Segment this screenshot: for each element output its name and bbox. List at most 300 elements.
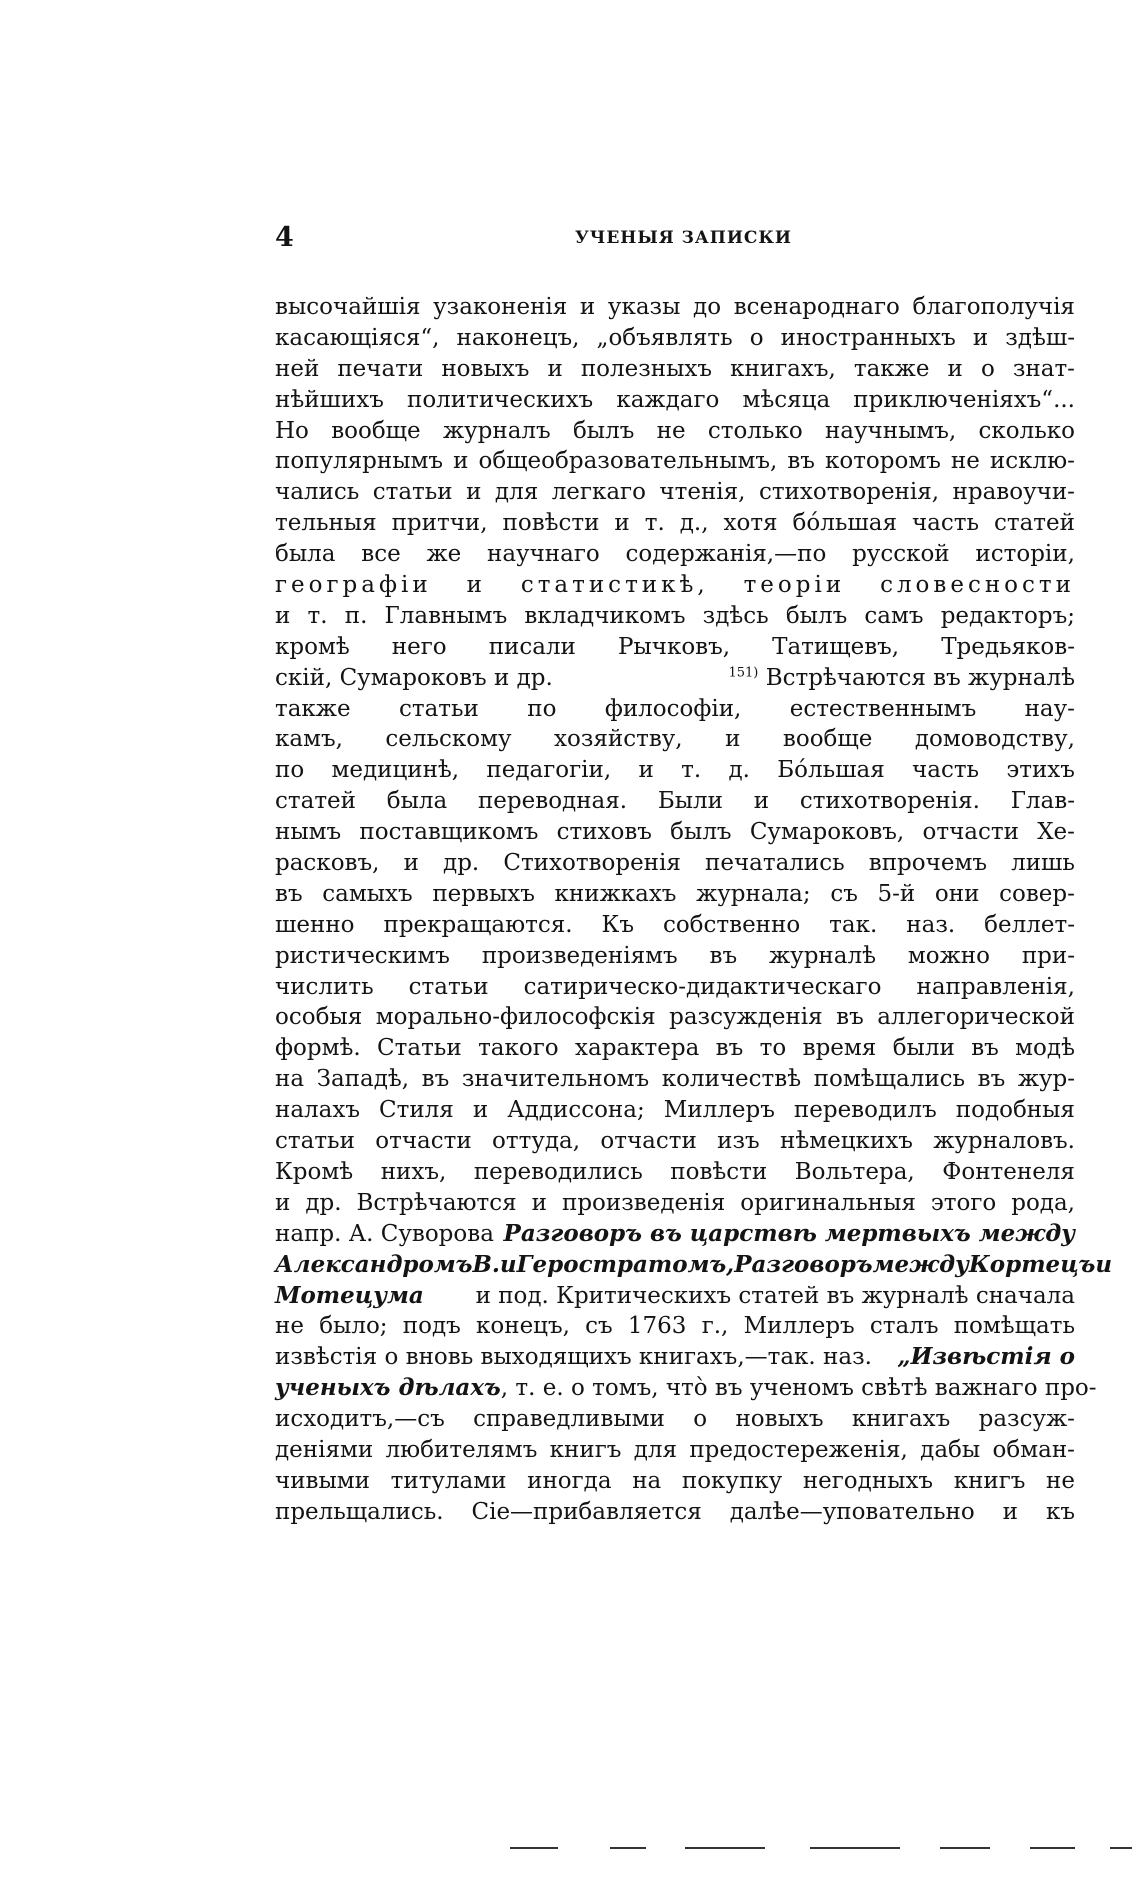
word: этихъ <box>1006 757 1075 784</box>
word: Сумароковъ, <box>749 819 905 846</box>
word: было; <box>319 1313 388 1340</box>
word: каждаго <box>616 386 720 413</box>
word: же <box>426 541 462 568</box>
text-line <box>275 539 1075 570</box>
word: русской <box>852 541 950 568</box>
word: между <box>872 1250 969 1278</box>
word: налахъ <box>275 1097 360 1124</box>
word: помѣщать <box>953 1313 1075 1340</box>
word: также <box>853 355 930 382</box>
text-line <box>275 1219 1075 1250</box>
word: здѣш- <box>1005 324 1075 351</box>
text-line <box>275 1497 1075 1528</box>
word: политическихъ <box>407 386 594 413</box>
word: такого <box>478 1035 559 1062</box>
word: въ <box>787 448 815 475</box>
text-line <box>275 724 1075 755</box>
word: былъ <box>572 417 635 444</box>
word: Вольтера, <box>794 1158 915 1185</box>
word: наз. <box>906 911 956 938</box>
word: Геростратомъ, <box>516 1250 735 1278</box>
word: разсуж- <box>978 1406 1075 1433</box>
text-line <box>275 1311 1075 1342</box>
word: научнаго <box>487 541 600 568</box>
word: медицинѣ, <box>331 757 460 784</box>
word: притчи, <box>391 510 488 537</box>
word: п. <box>344 602 368 629</box>
word: далѣе—уповательно <box>729 1498 975 1525</box>
word: въ <box>977 1066 1006 1093</box>
word: разсужденія <box>669 1004 823 1031</box>
text-line <box>275 354 1075 385</box>
word: книгахъ, <box>730 355 836 382</box>
word: направленія, <box>916 973 1075 1000</box>
word: полезныхъ <box>580 355 713 382</box>
word: справедливыми <box>473 1406 665 1433</box>
word: и <box>403 850 419 877</box>
word: и <box>579 294 596 320</box>
word: модѣ <box>1015 1035 1075 1062</box>
word: книгъ <box>953 1467 1026 1494</box>
word: поставщикомъ <box>359 819 539 846</box>
word: камъ, <box>275 726 343 753</box>
word: былъ <box>670 819 732 846</box>
word: въ <box>275 880 303 907</box>
italic-title: Мотецума <box>275 1281 424 1309</box>
word: „объявлять <box>596 324 733 351</box>
word: указы <box>607 294 681 320</box>
word: о <box>980 355 995 382</box>
word: журналѣ <box>769 942 876 969</box>
word: оттуда, <box>492 1128 581 1155</box>
word: В. <box>472 1250 500 1278</box>
word: рода, <box>1011 1189 1075 1216</box>
word: новыхъ <box>441 355 530 382</box>
word: въ <box>715 1035 744 1062</box>
italic-title: Разговоръ въ царствѣ мертвыхъ между <box>503 1219 1075 1247</box>
word: сатирическо-дидактическаго <box>523 973 882 1000</box>
word: Кромѣ <box>275 1158 354 1185</box>
word: Кортецъ <box>968 1250 1096 1278</box>
word: сельскому <box>385 726 512 753</box>
text-line <box>275 292 1075 323</box>
text-line <box>275 1435 1075 1466</box>
word: кромѣ <box>275 633 350 660</box>
word: вкладчикомъ <box>524 602 686 629</box>
word: нѣмецкихъ <box>780 1128 913 1155</box>
word: наконецъ, <box>456 324 580 351</box>
word: Аддиссона; <box>507 1097 645 1124</box>
word: и <box>947 355 963 382</box>
word: статьи <box>408 973 489 1000</box>
word: ристическимъ <box>275 942 450 969</box>
word: морально-философскія <box>375 1004 656 1031</box>
word: статей <box>275 788 356 815</box>
word: конецъ, <box>476 1313 570 1340</box>
word: Миллеръ <box>663 1097 775 1124</box>
word: аллегорической <box>877 1004 1075 1031</box>
word: иногда <box>527 1467 612 1494</box>
word: исклю- <box>989 448 1075 475</box>
word: и <box>466 572 486 599</box>
word: все <box>361 541 401 568</box>
word: журналъ <box>442 417 551 444</box>
text-fragment: скій, Сумароковъ и др. <box>275 664 553 691</box>
word: были <box>892 1035 955 1062</box>
word: отчасти <box>922 819 1019 846</box>
word: о <box>693 1406 708 1433</box>
word: была <box>275 541 336 568</box>
word: исторіи, <box>975 541 1075 568</box>
text-line <box>275 1095 1075 1126</box>
word: также <box>275 695 351 722</box>
text-line <box>275 601 1075 632</box>
word: формѣ. <box>275 1035 361 1062</box>
text-fragment: извѣстія о вновь выходящихъ книгахъ,—так. наз. <box>275 1344 872 1371</box>
word: время <box>802 1035 877 1062</box>
word: др. <box>443 850 480 877</box>
word: 1763 <box>627 1313 687 1340</box>
word: шенно <box>275 911 355 938</box>
word: стихотворенія. <box>799 788 980 815</box>
word: беллет- <box>984 911 1075 938</box>
word: отчасти <box>600 1128 697 1155</box>
word: нихъ, <box>380 1158 447 1185</box>
word: отчасти <box>375 1128 472 1155</box>
word: домоводству, <box>914 726 1075 753</box>
word: жур- <box>1017 1066 1075 1093</box>
word: Бо́льшая <box>777 757 885 784</box>
word: переводилъ <box>793 1097 937 1124</box>
word: негодныхъ <box>802 1467 934 1494</box>
text-line <box>275 755 1075 786</box>
word: произведеніямъ <box>481 942 678 969</box>
word: него <box>391 633 447 660</box>
word: подобныя <box>955 1097 1075 1124</box>
text-line <box>275 1342 1075 1373</box>
word: статей <box>993 510 1075 537</box>
footnote-reference: 151) <box>728 665 759 681</box>
word: до <box>693 294 722 320</box>
word: обман- <box>992 1436 1075 1463</box>
word: для <box>494 479 539 506</box>
word: можно <box>907 942 990 969</box>
word: на <box>632 1467 662 1494</box>
word: легкаго <box>551 479 646 506</box>
text-line <box>275 1033 1075 1064</box>
word: Главнымъ <box>384 602 508 629</box>
word: Статьи <box>377 1035 462 1062</box>
word: тельныя <box>275 510 377 537</box>
text-line <box>275 1002 1075 1033</box>
text-line <box>275 848 1075 879</box>
text-line <box>275 1188 1075 1219</box>
word: и <box>972 324 989 351</box>
text-line <box>275 1064 1075 1095</box>
word: произведенія <box>562 1189 726 1216</box>
word: самъ <box>864 602 924 629</box>
word: то <box>759 1035 787 1062</box>
word: Хе- <box>1037 819 1075 846</box>
word: т. <box>681 757 702 784</box>
word: которомъ <box>824 448 941 475</box>
word: они <box>934 880 980 907</box>
word: г., <box>701 1313 729 1340</box>
word: Рычковъ, <box>617 633 731 660</box>
word: исходитъ,—съ <box>275 1406 445 1433</box>
word: сколько <box>978 417 1075 444</box>
word: при- <box>1021 942 1075 969</box>
word: часть <box>911 510 979 537</box>
text-fragment: и под. Критическихъ статей въ журналѣ сначала <box>475 1282 1075 1309</box>
word: содержанія,—по <box>625 541 827 568</box>
word: и <box>531 1189 548 1216</box>
word: о <box>749 324 764 351</box>
word: печати <box>337 355 424 382</box>
word: числить <box>275 973 374 1000</box>
text-line <box>275 323 1075 354</box>
text-fragment: , т. е. о томъ, что̀ въ ученомъ свѣтѣ важнаго про- <box>500 1375 1097 1402</box>
word: этого <box>930 1189 997 1216</box>
word: столько <box>707 417 803 444</box>
text-line <box>275 385 1075 416</box>
text-line <box>275 879 1075 910</box>
word: и <box>466 479 482 506</box>
word: съ <box>585 1313 613 1340</box>
word: мѣсяца <box>742 386 831 413</box>
word: общеобразовательнымъ, <box>478 448 778 475</box>
word: любителямъ <box>385 1436 538 1463</box>
word: печатались <box>705 850 845 877</box>
word: часть <box>912 757 980 784</box>
text-line <box>275 508 1075 539</box>
italic-title: „Извѣстія о <box>897 1343 1075 1371</box>
word: и <box>453 448 469 475</box>
text-fragment: Встрѣчаются въ журналѣ <box>765 664 1075 691</box>
word: новыхъ <box>735 1406 824 1433</box>
word: расковъ, <box>275 850 380 877</box>
word: хозяйству, <box>554 726 683 753</box>
word: естественнымъ <box>789 695 977 722</box>
word: ней <box>275 355 320 382</box>
word: значительномъ <box>461 1066 650 1093</box>
word: статьи <box>372 479 453 506</box>
word: Стихотворенія <box>503 850 681 877</box>
text-line <box>275 1281 1075 1312</box>
word: по <box>275 757 305 784</box>
word: на <box>275 1066 305 1093</box>
word: не <box>1046 1467 1075 1494</box>
word: статистикѣ, <box>520 572 709 599</box>
word: и <box>753 788 770 815</box>
text-line <box>275 477 1075 508</box>
word: для <box>633 1436 677 1463</box>
word: книгахъ <box>851 1406 951 1433</box>
word: нымъ <box>275 819 342 846</box>
word: так. <box>829 911 878 938</box>
word: Стиля <box>379 1097 454 1124</box>
word: знат- <box>1012 355 1075 382</box>
text-line <box>275 416 1075 447</box>
text-line <box>275 663 1075 694</box>
word: иностранныхъ <box>780 324 956 351</box>
word: стихотворенія, <box>758 479 940 506</box>
text-line <box>275 972 1075 1003</box>
word: словесности <box>880 572 1075 599</box>
text-line <box>275 786 1075 817</box>
word: не <box>275 1313 304 1340</box>
word: дабы <box>920 1436 981 1463</box>
word: особыя <box>275 1004 363 1031</box>
word: географіи <box>275 572 432 599</box>
word: Фонтенеля <box>942 1158 1075 1185</box>
word: 5-й <box>877 880 916 907</box>
word: въ <box>421 1066 450 1093</box>
text-line <box>275 694 1075 725</box>
word: редакторъ; <box>940 602 1075 629</box>
word: переводная. <box>477 788 628 815</box>
text-fragment <box>275 1373 1097 1404</box>
word: писали <box>488 633 576 660</box>
text-fragment <box>728 663 1075 694</box>
word: была <box>386 788 448 815</box>
word: и <box>275 602 291 629</box>
word: покупку <box>681 1467 783 1494</box>
text-line <box>275 570 1075 601</box>
word: Глав- <box>1010 788 1075 815</box>
word: нѣйшихъ <box>275 386 384 413</box>
word: д. <box>728 757 750 784</box>
word: педагогіи, <box>486 757 612 784</box>
text-line <box>275 1126 1075 1157</box>
word: Разговоръ <box>734 1250 873 1278</box>
word: повѣсти <box>502 510 600 537</box>
word: предостереженія, <box>689 1436 908 1463</box>
word: статьи <box>275 1128 355 1155</box>
italic-title: ученыхъ дѣлахъ <box>275 1374 501 1402</box>
word: прельщались. <box>275 1498 444 1525</box>
page-number: 4 <box>275 222 294 253</box>
word: прекращаются. <box>383 911 573 938</box>
word: касающіяся“, <box>275 324 440 351</box>
word: Александромъ <box>275 1250 473 1278</box>
word: титулами <box>390 1467 507 1494</box>
word: впрочемъ <box>868 850 987 877</box>
word: Тредьяков- <box>941 633 1075 660</box>
word: др. <box>305 1189 342 1216</box>
word: по <box>527 695 557 722</box>
text-line <box>275 1373 1097 1404</box>
word: здѣсь <box>702 602 769 629</box>
word: и <box>499 1250 517 1278</box>
body-text <box>275 292 1113 1528</box>
word: нау- <box>1024 695 1075 722</box>
word: первыхъ <box>432 880 535 907</box>
word: количествѣ <box>661 1066 802 1093</box>
word: сталъ <box>869 1313 939 1340</box>
word: чтенія, <box>659 479 746 506</box>
word: и <box>1002 1498 1018 1525</box>
word: д., <box>679 510 709 537</box>
word: характера <box>575 1035 700 1062</box>
word: къ <box>1045 1498 1075 1525</box>
word: Татищевъ, <box>772 633 900 660</box>
word: книжкахъ <box>554 880 677 907</box>
text-line <box>275 910 1075 941</box>
word: Къ <box>601 911 634 938</box>
text-line <box>275 817 1075 848</box>
word: былъ <box>785 602 848 629</box>
word: изъ <box>717 1128 760 1155</box>
word: вообще <box>782 726 873 753</box>
text-line <box>275 941 1075 972</box>
word: съ <box>830 880 858 907</box>
word: и <box>614 510 630 537</box>
word: и <box>1095 1250 1113 1278</box>
word: деніями <box>275 1436 374 1463</box>
word: статьи <box>398 695 479 722</box>
word: вообще <box>331 417 421 444</box>
word: популярнымъ <box>275 448 444 475</box>
text-line <box>275 1404 1075 1435</box>
word: бо́льшая <box>792 510 897 537</box>
word: Встрѣчаются <box>356 1189 517 1216</box>
word: журналовъ. <box>933 1128 1075 1155</box>
word: совер- <box>999 880 1075 907</box>
word: и <box>472 1097 489 1124</box>
word: и <box>275 1189 291 1216</box>
word: Западѣ, <box>316 1066 410 1093</box>
word: теоріи <box>743 572 846 599</box>
word: переводились <box>473 1158 643 1185</box>
word: подъ <box>402 1313 461 1340</box>
word: и <box>638 757 654 784</box>
word: помѣщались <box>813 1066 966 1093</box>
word: и <box>547 355 563 382</box>
word: всенароднаго <box>733 294 900 320</box>
text-fragment: напр. А. Суворова <box>275 1220 494 1247</box>
word: стиховъ <box>556 819 652 846</box>
word: Были <box>657 788 723 815</box>
word: не <box>656 417 686 444</box>
word: книгъ <box>549 1436 622 1463</box>
text-line <box>275 446 1075 477</box>
word: Миллеръ <box>743 1313 855 1340</box>
running-title: УЧЕНЫЯ ЗАПИСКИ <box>575 228 792 248</box>
word: благополучія <box>912 294 1075 320</box>
word: не <box>950 448 980 475</box>
word: чались <box>275 479 360 506</box>
word: повѣсти <box>670 1158 768 1185</box>
word: въ <box>836 1004 864 1031</box>
text-line <box>275 632 1075 663</box>
word: въ <box>971 1035 999 1062</box>
word: хотя <box>723 510 778 537</box>
word: нравоучи- <box>952 479 1075 506</box>
word: т. <box>307 602 328 629</box>
word: журнала; <box>696 880 811 907</box>
word: собственно <box>662 911 801 938</box>
word: Сіе—прибавляется <box>471 1498 702 1525</box>
word: въ <box>709 942 738 969</box>
italic-title-line <box>275 1250 1113 1281</box>
footer-rule <box>510 1845 1140 1851</box>
text-line <box>275 1157 1075 1188</box>
word: Но <box>275 417 309 444</box>
page-header <box>275 222 1075 262</box>
word: философіи, <box>604 695 742 722</box>
word: самыхъ <box>322 880 413 907</box>
